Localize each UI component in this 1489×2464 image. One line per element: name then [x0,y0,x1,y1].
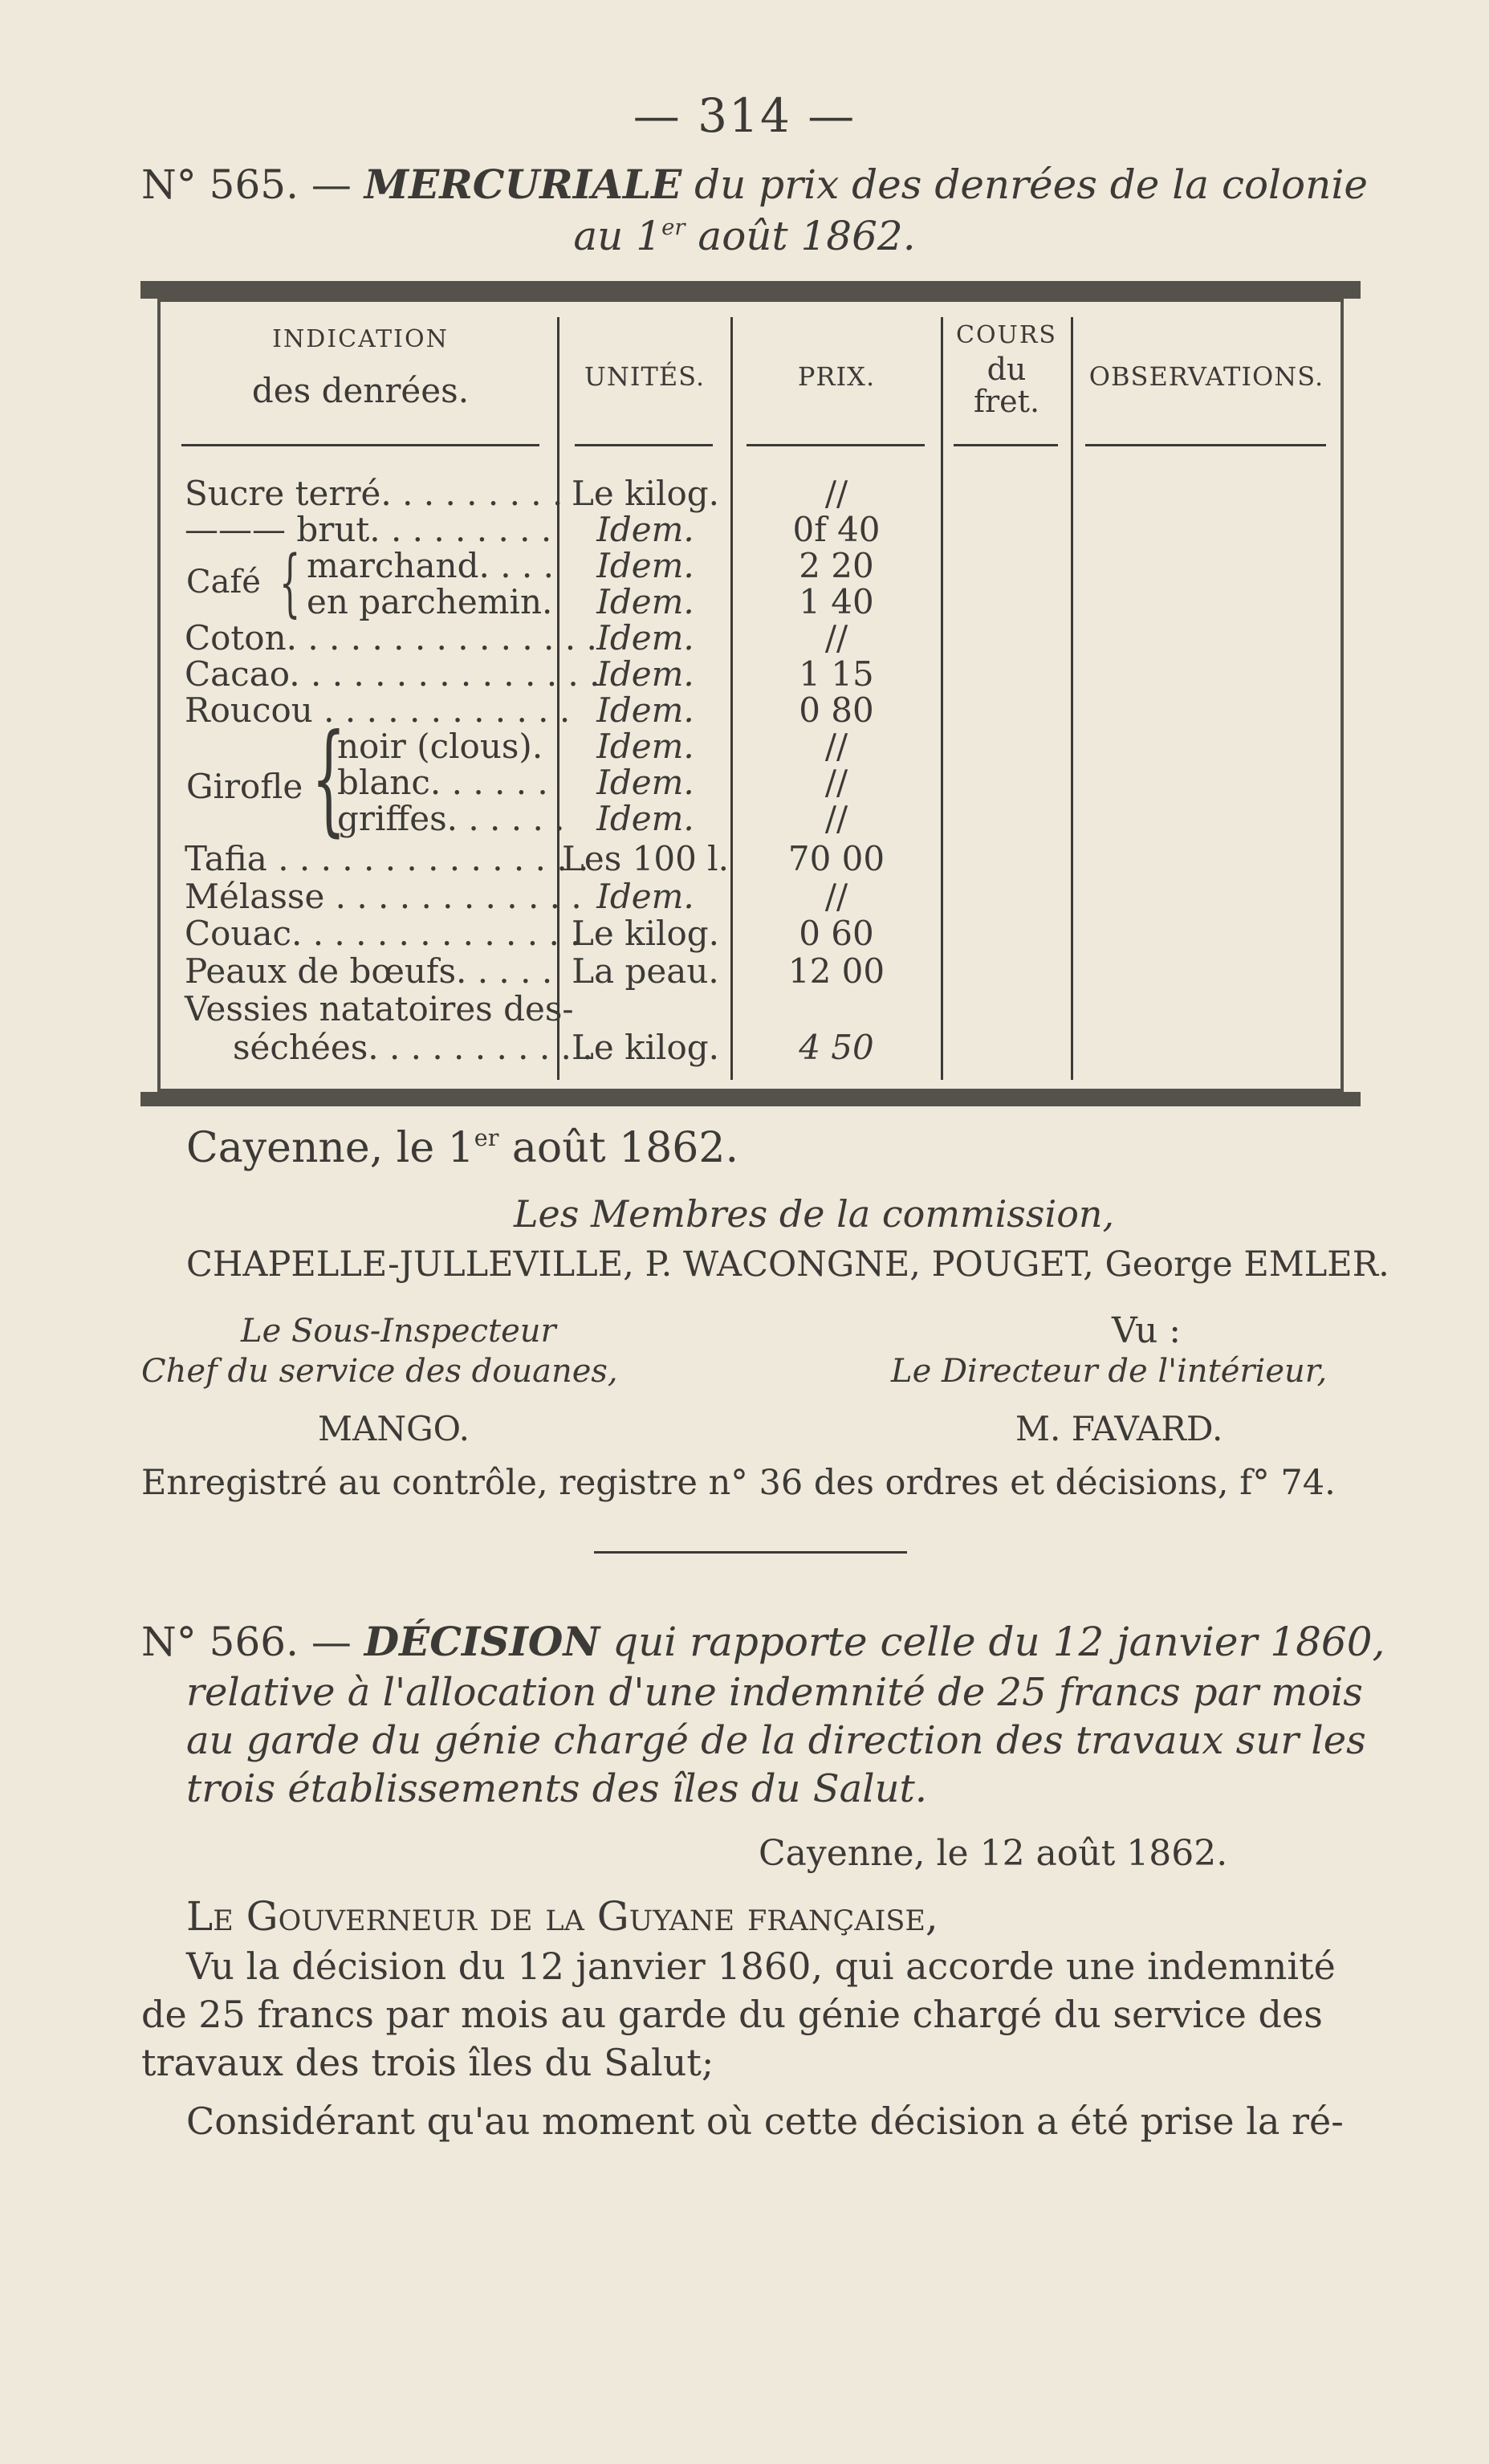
doc-566-title-rest: qui rapporte celle du 12 janvier 1860, [600,1619,1385,1665]
row-unit: Idem. [596,510,694,549]
row-unit: La peau. [572,951,719,991]
row-unit: Les 100 l. [562,839,729,878]
header-freight-1: COURS [956,321,1057,349]
row-label: en parchemin. [307,582,553,621]
column-divider [941,317,943,1080]
right-signature-line-2: Le Directeur de l'intérieur, [891,1353,1328,1390]
place-date-part: août 1862. [498,1124,738,1172]
brace-cafe: { [279,540,301,625]
row-label: ——— brut. . . . . . . . . [185,510,552,549]
header-denrees: des denrées. [251,371,470,410]
row-price: // [824,799,848,838]
doc-566-title-line-1 [141,1618,1385,1665]
header-price: PRIX. [797,361,876,392]
doc-565-title-date [0,213,1489,259]
doc-566-number: N° 566. — [141,1619,364,1665]
left-signature-name: MANGO. [318,1409,470,1448]
row-price: 4 50 [799,1028,874,1067]
row-price: // [824,763,848,802]
row-price: // [824,618,848,658]
doc-566-title-main: DÉCISION [364,1618,600,1665]
row-unit: Le kilog. [572,1028,719,1067]
row-price: 70 00 [787,839,885,878]
row-unit: Idem. [596,727,694,766]
row-label: Sucre terré. . . . . . . . . [185,474,563,513]
row-unit: Idem. [596,690,694,730]
right-signature-line-1: Vu : [1112,1310,1182,1351]
row-unit: Idem. [596,763,694,802]
table-top-rule [140,281,1361,299]
row-label: Coton. . . . . . . . . . . . . . . [185,618,597,658]
row-price: // [824,727,848,766]
row-unit: Le kilog. [572,474,719,513]
row-label: noir (clous). [337,727,543,766]
doc-565-place-date [186,1124,738,1172]
row-price: 1 40 [799,582,874,621]
row-price: 0 80 [799,690,874,730]
row-unit: Idem. [596,877,694,916]
row-label: Couac. . . . . . . . . . . . . . [185,914,581,953]
place-date-part: Cayenne, le 1 [186,1124,474,1172]
doc-565-title-main: MERCURIALE [364,161,682,208]
left-signature-line-1: Le Sous-Inspecteur [241,1313,556,1350]
doc-565-number: N° 565. — [141,161,364,208]
row-label: marchand. . . . [307,546,554,585]
header-indication: INDICATION [272,325,449,353]
commission-names: CHAPELLE-JULLEVILLE, P. WACONGNE, POUGET, George EMLER. [186,1244,1389,1285]
row-unit: Idem. [596,654,694,694]
row-label: Peaux de bœufs. . . . . [185,951,553,991]
doc-566-body-line-3: travaux des trois îles du Salut; [141,2041,714,2084]
header-rule [954,444,1058,446]
row-label: Vessies natatoires des- [185,989,574,1028]
header-rule [181,444,539,446]
doc-566-place-date: Cayenne, le 12 août 1862. [759,1833,1228,1874]
doc-566-title-line-2: relative à l'allocation d'une indemnité de 25 francs par mois [186,1670,1363,1715]
row-label: griffes. . . . . . [337,799,565,838]
row-unit: Idem. [596,799,694,838]
brace-girofle: { [311,709,346,849]
row-price: 2 20 [799,546,874,585]
header-freight-3: fret. [973,384,1040,419]
title-date-part: au 1 [573,213,662,259]
doc-566-governor: Le Gouverneur de la Guyane française, [186,1893,938,1940]
row-price: // [824,877,848,916]
row-price: 0f 40 [792,510,881,549]
row-label: Mélasse . . . . . . . . . . . . [185,877,582,916]
doc-565-title-rest: du prix des denrées de la colonie [681,161,1368,208]
row-label: Tafia . . . . . . . . . . . . . . . [185,839,589,878]
row-unit: Idem. [596,546,694,585]
title-date-part: août 1862. [685,213,916,259]
doc-566-title-line-3: au garde du génie chargé de la direction des travaux sur les [186,1718,1366,1763]
row-price: 1 15 [799,654,874,694]
title-date-sup: er [661,214,686,240]
header-observations: OBSERVATIONS. [1088,361,1324,392]
header-units: UNITÉS. [584,361,706,392]
row-label: Cacao. . . . . . . . . . . . . . . [185,654,600,694]
section-divider [594,1551,907,1554]
header-freight-2: du [987,352,1027,387]
left-signature-line-2: Chef du service des douanes, [141,1353,618,1390]
row-price: 12 00 [787,951,885,991]
page-number: — 314 — [633,88,856,143]
commission-heading: Les Membres de la commission, [514,1192,1115,1236]
row-unit: Idem. [596,582,694,621]
header-rule [575,444,713,446]
row-label: séchées. . . . . . . . . . . [233,1028,593,1067]
column-divider [1071,317,1073,1080]
doc-566-body-line-2: de 25 francs par mois au garde du génie chargé du service des [141,1993,1323,2036]
doc-566-title-line-4: trois établissements des îles du Salut. [186,1766,928,1811]
row-label: blanc. . . . . . [337,763,548,802]
doc-566-body-line-4: Considérant qu'au moment où cette décision a été prise la ré- [186,2099,1344,2143]
table-bottom-rule [140,1092,1361,1106]
header-rule [747,444,925,446]
group-label-girofle: Girofle [186,767,303,806]
group-label-cafe: Café [186,564,261,601]
row-unit: Le kilog. [572,914,719,953]
place-date-sup: er [474,1123,499,1151]
registration-note: Enregistré au contrôle, registre n° 36 des ordres et décisions, f° 74. [141,1463,1336,1503]
row-price: // [824,474,848,513]
doc-565-title [141,161,1368,208]
row-unit: Idem. [596,618,694,658]
doc-566-body-line-1: Vu la décision du 12 janvier 1860, qui accorde une indemnité [186,1945,1336,1988]
row-label: Roucou . . . . . . . . . . . . [185,690,571,730]
row-price: 0 60 [799,914,874,953]
header-rule [1085,444,1326,446]
right-signature-name: M. FAVARD. [1015,1409,1223,1448]
